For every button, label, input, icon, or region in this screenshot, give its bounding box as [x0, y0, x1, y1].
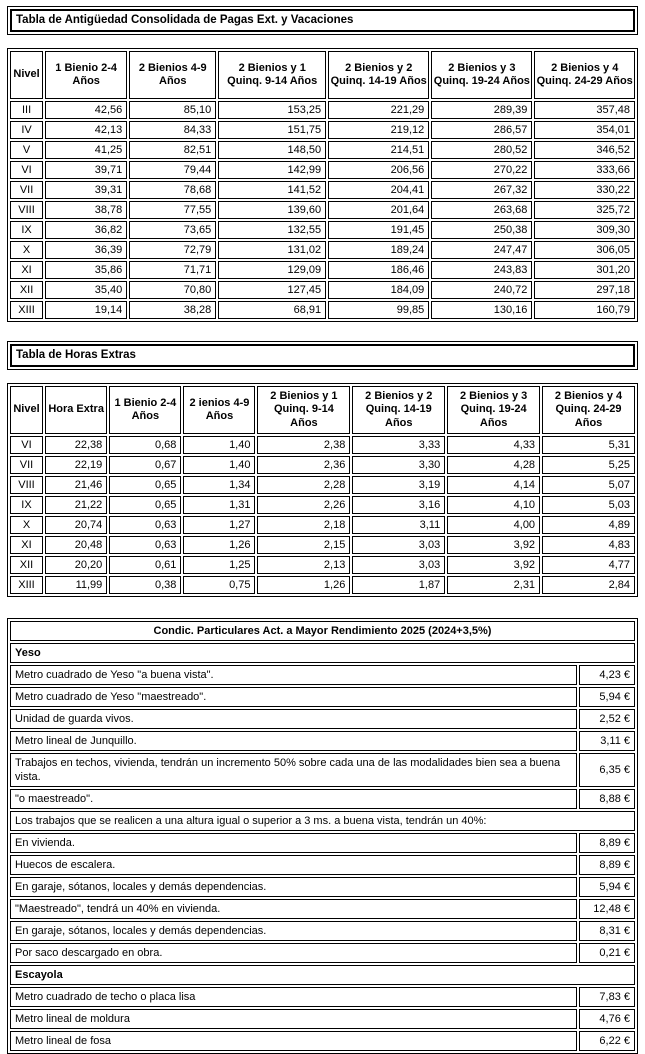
table-row — [10, 643, 635, 663]
item-price: 8,31 € — [579, 921, 635, 941]
value-cell: 38,28 — [129, 301, 216, 319]
value-cell: 2,15 — [257, 536, 350, 554]
item-price: 6,22 € — [579, 1031, 635, 1051]
value-cell: 82,51 — [129, 141, 216, 159]
value-cell: 1,40 — [183, 436, 255, 454]
item-description: Metro lineal de fosa — [10, 1031, 577, 1051]
nivel-cell: VI — [10, 436, 43, 454]
column-header: 2 Bienios y 4 Quinq. 24-29 Años — [542, 386, 635, 434]
value-cell: 11,99 — [45, 576, 107, 594]
column-header: 2 Bienios y 1 Quinq. 9-14 Años — [218, 51, 326, 99]
value-cell: 2,31 — [447, 576, 540, 594]
item-description: Metro cuadrado de techo o placa lisa — [10, 987, 577, 1007]
nivel-cell: IV — [10, 121, 43, 139]
table-row — [10, 576, 635, 594]
value-cell: 68,91 — [218, 301, 326, 319]
value-cell: 20,20 — [45, 556, 107, 574]
table-row — [10, 833, 635, 853]
table-row — [10, 241, 635, 259]
item-description: En vivienda. — [10, 833, 577, 853]
item-price: 8,88 € — [579, 789, 635, 809]
column-header: 2 Bienios 4-9 Años — [129, 51, 216, 99]
item-price: 8,89 € — [579, 855, 635, 875]
table-row — [10, 709, 635, 729]
value-cell: 20,48 — [45, 536, 107, 554]
value-cell: 4,83 — [542, 536, 635, 554]
value-cell: 2,26 — [257, 496, 350, 514]
value-cell: 151,75 — [218, 121, 326, 139]
table-row — [10, 301, 635, 319]
value-cell: 5,03 — [542, 496, 635, 514]
value-cell: 4,77 — [542, 556, 635, 574]
item-description: Unidad de guarda vivos. — [10, 709, 577, 729]
value-cell: 36,82 — [45, 221, 127, 239]
value-cell: 130,16 — [431, 301, 532, 319]
table-row — [10, 1031, 635, 1051]
condiciones-table — [7, 618, 638, 1054]
item-price: 8,89 € — [579, 833, 635, 853]
table-row — [10, 965, 635, 985]
value-cell: 267,32 — [431, 181, 532, 199]
value-cell: 206,56 — [328, 161, 429, 179]
nivel-cell: VII — [10, 456, 43, 474]
nivel-cell: III — [10, 101, 43, 119]
column-header: 2 Bienios y 2 Quinq. 14-19 Años — [328, 51, 429, 99]
value-cell: 219,12 — [328, 121, 429, 139]
value-cell: 0,75 — [183, 576, 255, 594]
table-row — [10, 899, 635, 919]
value-cell: 72,79 — [129, 241, 216, 259]
value-cell: 3,92 — [447, 536, 540, 554]
table-row — [10, 141, 635, 159]
item-price: 4,76 € — [579, 1009, 635, 1029]
horas-title: Tabla de Horas Extras — [10, 344, 635, 367]
value-cell: 4,14 — [447, 476, 540, 494]
value-cell: 70,80 — [129, 281, 216, 299]
value-cell: 39,71 — [45, 161, 127, 179]
item-price: 7,83 € — [579, 987, 635, 1007]
table-row — [10, 516, 635, 534]
nivel-cell: VII — [10, 181, 43, 199]
value-cell: 2,18 — [257, 516, 350, 534]
item-price: 4,23 € — [579, 665, 635, 685]
value-cell: 79,44 — [129, 161, 216, 179]
value-cell: 4,10 — [447, 496, 540, 514]
header-row — [10, 51, 635, 99]
item-description: En garaje, sótanos, locales y demás dependencias. — [10, 877, 577, 897]
table-row — [10, 181, 635, 199]
section-header: Escayola — [10, 965, 635, 985]
value-cell: 263,68 — [431, 201, 532, 219]
table-row — [10, 877, 635, 897]
nivel-cell: X — [10, 241, 43, 259]
table-row — [10, 855, 635, 875]
value-cell: 325,72 — [534, 201, 635, 219]
table-row — [10, 436, 635, 454]
value-cell: 22,38 — [45, 436, 107, 454]
horas-extras-table — [7, 383, 638, 597]
value-cell: 19,14 — [45, 301, 127, 319]
value-cell: 20,74 — [45, 516, 107, 534]
value-cell: 71,71 — [129, 261, 216, 279]
column-header: 2 Bienios y 4 Quinq. 24-29 Años — [534, 51, 635, 99]
value-cell: 3,16 — [352, 496, 445, 514]
item-price: 2,52 € — [579, 709, 635, 729]
value-cell: 286,57 — [431, 121, 532, 139]
value-cell: 1,87 — [352, 576, 445, 594]
table-row — [10, 1009, 635, 1029]
value-cell: 38,78 — [45, 201, 127, 219]
table-row — [10, 665, 635, 685]
value-cell: 2,84 — [542, 576, 635, 594]
value-cell: 0,65 — [109, 496, 181, 514]
value-cell: 1,40 — [183, 456, 255, 474]
value-cell: 4,89 — [542, 516, 635, 534]
antiguedad-title-box — [7, 6, 638, 35]
table-row — [10, 811, 635, 831]
antiguedad-title: Tabla de Antigüedad Consolidada de Pagas Ext. y Vacaciones — [10, 9, 635, 32]
value-cell: 280,52 — [431, 141, 532, 159]
value-cell: 0,68 — [109, 436, 181, 454]
item-description: Metro cuadrado de Yeso "a buena vista". — [10, 665, 577, 685]
note-row: Los trabajos que se realicen a una altura igual o superior a 3 ms. a buena vista, tendrán un 40%: — [10, 811, 635, 831]
value-cell: 0,61 — [109, 556, 181, 574]
table-row — [10, 943, 635, 963]
value-cell: 153,25 — [218, 101, 326, 119]
value-cell: 5,07 — [542, 476, 635, 494]
table-row — [10, 987, 635, 1007]
value-cell: 186,46 — [328, 261, 429, 279]
value-cell: 21,46 — [45, 476, 107, 494]
value-cell: 2,38 — [257, 436, 350, 454]
value-cell: 0,63 — [109, 516, 181, 534]
value-cell: 4,33 — [447, 436, 540, 454]
value-cell: 270,22 — [431, 161, 532, 179]
nivel-cell: VI — [10, 161, 43, 179]
table-row — [10, 456, 635, 474]
item-price: 0,21 € — [579, 943, 635, 963]
value-cell: 39,31 — [45, 181, 127, 199]
value-cell: 148,50 — [218, 141, 326, 159]
value-cell: 250,38 — [431, 221, 532, 239]
item-price: 5,94 € — [579, 687, 635, 707]
item-description: Metro cuadrado de Yeso "maestreado". — [10, 687, 577, 707]
table-row — [10, 496, 635, 514]
value-cell: 42,13 — [45, 121, 127, 139]
value-cell: 3,11 — [352, 516, 445, 534]
value-cell: 35,40 — [45, 281, 127, 299]
item-price: 6,35 € — [579, 753, 635, 787]
value-cell: 3,92 — [447, 556, 540, 574]
nivel-cell: IX — [10, 221, 43, 239]
value-cell: 354,01 — [534, 121, 635, 139]
nivel-cell: VIII — [10, 201, 43, 219]
section-header: Yeso — [10, 643, 635, 663]
value-cell: 289,39 — [431, 101, 532, 119]
value-cell: 142,99 — [218, 161, 326, 179]
table-row — [10, 476, 635, 494]
value-cell: 4,28 — [447, 456, 540, 474]
column-header: 2 ienios 4-9 Años — [183, 386, 255, 434]
header-row — [10, 386, 635, 434]
nivel-cell: V — [10, 141, 43, 159]
table-row — [10, 221, 635, 239]
table-row — [10, 536, 635, 554]
value-cell: 247,47 — [431, 241, 532, 259]
value-cell: 301,20 — [534, 261, 635, 279]
value-cell: 221,29 — [328, 101, 429, 119]
nivel-cell: XI — [10, 536, 43, 554]
table-row — [10, 201, 635, 219]
item-price: 12,48 € — [579, 899, 635, 919]
value-cell: 330,22 — [534, 181, 635, 199]
value-cell: 1,34 — [183, 476, 255, 494]
value-cell: 36,39 — [45, 241, 127, 259]
table-row — [10, 753, 635, 787]
value-cell: 204,41 — [328, 181, 429, 199]
table-row — [10, 731, 635, 751]
value-cell: 201,64 — [328, 201, 429, 219]
table-row — [10, 161, 635, 179]
table-row — [10, 281, 635, 299]
value-cell: 73,65 — [129, 221, 216, 239]
value-cell: 189,24 — [328, 241, 429, 259]
value-cell: 129,09 — [218, 261, 326, 279]
column-header: Nivel — [10, 51, 43, 99]
value-cell: 297,18 — [534, 281, 635, 299]
value-cell: 1,25 — [183, 556, 255, 574]
item-price: 5,94 € — [579, 877, 635, 897]
item-description: "Maestreado", tendrá un 40% en vivienda. — [10, 899, 577, 919]
item-description: Metro lineal de Junquillo. — [10, 731, 577, 751]
item-description: Trabajos en techos, vivienda, tendrán un incremento 50% sobre cada una de las modalidades bien sea a buena vista. — [10, 753, 577, 787]
item-description: Huecos de escalera. — [10, 855, 577, 875]
value-cell: 99,85 — [328, 301, 429, 319]
value-cell: 35,86 — [45, 261, 127, 279]
table-row — [10, 687, 635, 707]
table-row — [10, 921, 635, 941]
value-cell: 0,65 — [109, 476, 181, 494]
column-header: 1 Bienio 2-4 Años — [109, 386, 181, 434]
column-header: Nivel — [10, 386, 43, 434]
value-cell: 0,67 — [109, 456, 181, 474]
value-cell: 22,19 — [45, 456, 107, 474]
value-cell: 309,30 — [534, 221, 635, 239]
value-cell: 41,25 — [45, 141, 127, 159]
value-cell: 141,52 — [218, 181, 326, 199]
nivel-cell: XI — [10, 261, 43, 279]
value-cell: 3,19 — [352, 476, 445, 494]
value-cell: 131,02 — [218, 241, 326, 259]
value-cell: 42,56 — [45, 101, 127, 119]
value-cell: 3,33 — [352, 436, 445, 454]
value-cell: 85,10 — [129, 101, 216, 119]
value-cell: 78,68 — [129, 181, 216, 199]
nivel-cell: XII — [10, 556, 43, 574]
value-cell: 3,03 — [352, 556, 445, 574]
value-cell: 132,55 — [218, 221, 326, 239]
value-cell: 1,26 — [257, 576, 350, 594]
value-cell: 5,31 — [542, 436, 635, 454]
nivel-cell: XIII — [10, 576, 43, 594]
value-cell: 1,27 — [183, 516, 255, 534]
value-cell: 2,28 — [257, 476, 350, 494]
value-cell: 357,48 — [534, 101, 635, 119]
value-cell: 243,83 — [431, 261, 532, 279]
value-cell: 0,63 — [109, 536, 181, 554]
value-cell: 84,33 — [129, 121, 216, 139]
value-cell: 184,09 — [328, 281, 429, 299]
value-cell: 5,25 — [542, 456, 635, 474]
column-header: 1 Bienio 2-4 Años — [45, 51, 127, 99]
table-row — [10, 121, 635, 139]
item-description: En garaje, sótanos, locales y demás dependencias. — [10, 921, 577, 941]
cond-title: Condic. Particulares Act. a Mayor Rendimiento 2025 (2024+3,5%) — [10, 621, 635, 641]
table-row — [10, 789, 635, 809]
value-cell: 3,30 — [352, 456, 445, 474]
nivel-cell: XIII — [10, 301, 43, 319]
nivel-cell: IX — [10, 496, 43, 514]
antiguedad-table — [7, 48, 638, 322]
value-cell: 0,38 — [109, 576, 181, 594]
value-cell: 346,52 — [534, 141, 635, 159]
value-cell: 3,03 — [352, 536, 445, 554]
nivel-cell: VIII — [10, 476, 43, 494]
value-cell: 160,79 — [534, 301, 635, 319]
column-header: 2 Bienios y 3 Quinq. 19-24 Años — [431, 51, 532, 99]
value-cell: 2,36 — [257, 456, 350, 474]
value-cell: 214,51 — [328, 141, 429, 159]
column-header: 2 Bienios y 2 Quinq. 14-19 Años — [352, 386, 445, 434]
value-cell: 240,72 — [431, 281, 532, 299]
item-price: 3,11 € — [579, 731, 635, 751]
column-header: 2 Bienios y 1 Quinq. 9-14 Años — [257, 386, 350, 434]
value-cell: 21,22 — [45, 496, 107, 514]
cond-title-row — [10, 621, 635, 641]
value-cell: 191,45 — [328, 221, 429, 239]
value-cell: 2,13 — [257, 556, 350, 574]
horas-title-box — [7, 341, 638, 370]
table-row — [10, 101, 635, 119]
value-cell: 139,60 — [218, 201, 326, 219]
value-cell: 1,31 — [183, 496, 255, 514]
table-row — [10, 261, 635, 279]
nivel-cell: X — [10, 516, 43, 534]
value-cell: 127,45 — [218, 281, 326, 299]
item-description: Por saco descargado en obra. — [10, 943, 577, 963]
nivel-cell: XII — [10, 281, 43, 299]
value-cell: 333,66 — [534, 161, 635, 179]
value-cell: 4,00 — [447, 516, 540, 534]
column-header: Hora Extra — [45, 386, 107, 434]
value-cell: 306,05 — [534, 241, 635, 259]
item-description: "o maestreado". — [10, 789, 577, 809]
table-row — [10, 556, 635, 574]
value-cell: 77,55 — [129, 201, 216, 219]
value-cell: 1,26 — [183, 536, 255, 554]
column-header: 2 Bienios y 3 Quinq. 19-24 Años — [447, 386, 540, 434]
item-description: Metro lineal de moldura — [10, 1009, 577, 1029]
